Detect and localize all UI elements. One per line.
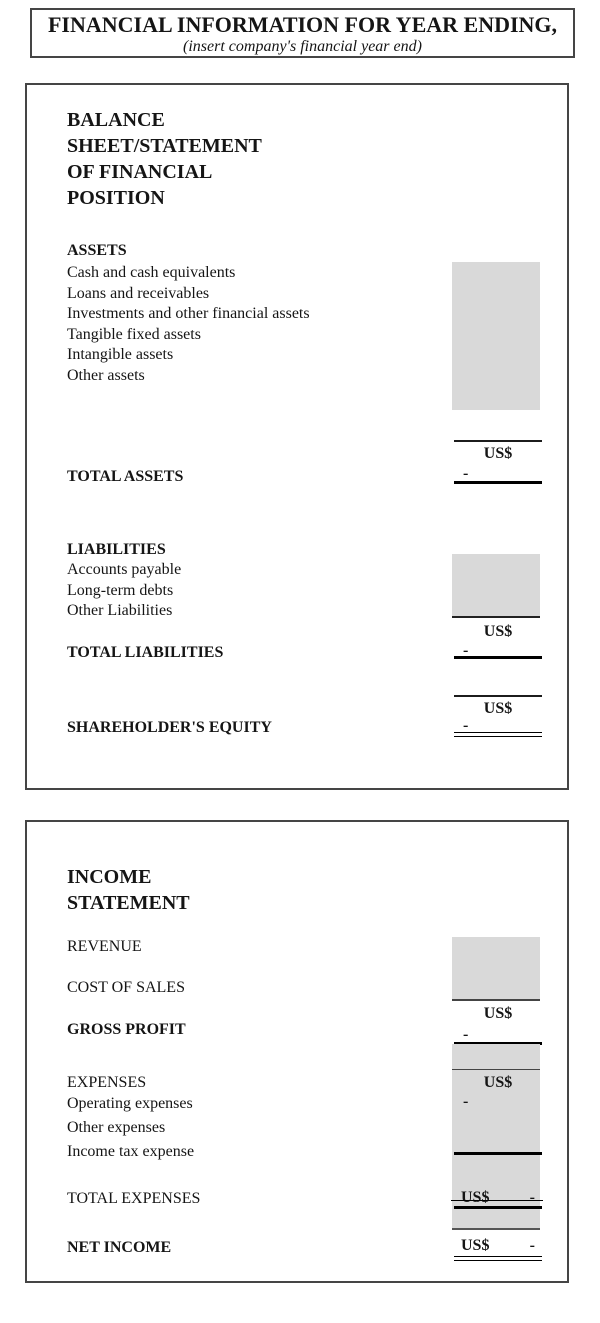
total-expenses-currency-label: US$ — [461, 1189, 490, 1206]
expenses-currency-label: US$ — [483, 1074, 513, 1091]
net-income-currency-label: US$ — [461, 1237, 490, 1254]
net-income-rule — [454, 1256, 542, 1261]
gross-profit-currency-label: US$ — [483, 1005, 513, 1022]
liabilities-item: Long-term debts — [67, 581, 174, 599]
expenses-item: Income tax expense — [67, 1143, 195, 1160]
equity-currency-label: US$ — [483, 700, 513, 717]
liabilities-amounts-field[interactable] — [452, 554, 540, 618]
revenue-amounts-field[interactable] — [452, 937, 540, 1001]
liabilities-currency-label: US$ — [483, 623, 513, 640]
net-income-value: - — [529, 1237, 535, 1254]
income-statement-heading: INCOME STATEMENT — [67, 866, 190, 914]
document-title: FINANCIAL INFORMATION FOR YEAR ENDING, — [47, 12, 558, 37]
expenses-value: - — [463, 1093, 469, 1110]
expenses-heading: EXPENSES — [67, 1074, 147, 1091]
expenses-mid-rule — [454, 1152, 542, 1155]
total-expenses-strike-rule — [451, 1200, 543, 1201]
total-assets-label: TOTAL ASSETS — [67, 468, 184, 485]
equity-top-rule — [454, 695, 542, 697]
assets-item: Other assets — [67, 366, 145, 384]
total-assets-rule — [454, 481, 542, 484]
assets-amounts-field[interactable] — [452, 262, 540, 410]
shareholders-equity-rule — [454, 732, 542, 737]
assets-item: Tangible fixed assets — [67, 325, 201, 343]
total-expenses-value: - — [529, 1189, 535, 1206]
expenses-top-rule — [452, 1069, 540, 1070]
expenses-item: Other expenses — [67, 1119, 166, 1136]
total-expenses-label: TOTAL EXPENSES — [67, 1190, 201, 1207]
assets-heading: ASSETS — [67, 242, 127, 259]
assets-item: Loans and receivables — [67, 284, 210, 302]
gross-profit-label: GROSS PROFIT — [67, 1021, 186, 1038]
total-assets-value: - — [463, 465, 469, 482]
net-income-cell — [454, 1236, 542, 1255]
document-title-box — [30, 8, 575, 58]
balance-sheet-box — [25, 83, 569, 790]
gross-profit-value: - — [463, 1026, 469, 1043]
liabilities-item: Accounts payable — [67, 561, 182, 578]
cost-of-sales-label: COST OF SALES — [67, 979, 185, 996]
assets-item-list — [67, 263, 312, 387]
liabilities-item-list — [67, 560, 312, 622]
liabilities-item: Other Liabilities — [67, 602, 173, 620]
total-liabilities-label: TOTAL LIABILITIES — [67, 644, 224, 661]
assets-item: Intangible assets — [67, 346, 174, 364]
assets-currency-label: US$ — [483, 445, 513, 462]
assets-item: Cash and cash equivalents — [67, 264, 236, 281]
liabilities-heading: LIABILITIES — [67, 541, 166, 558]
shareholders-equity-value: - — [463, 717, 469, 734]
assets-total-top-rule — [454, 440, 542, 442]
income-statement-box — [25, 820, 569, 1283]
total-expenses-rule — [454, 1206, 542, 1209]
expenses-item: Operating expenses — [67, 1095, 193, 1112]
net-income-label: NET INCOME — [67, 1239, 172, 1256]
total-liabilities-value: - — [463, 642, 469, 659]
total-liabilities-rule — [454, 656, 542, 659]
shareholders-equity-label: SHAREHOLDER'S EQUITY — [67, 719, 272, 736]
balance-sheet-heading: BALANCE SHEET/STATEMENT OF FINANCIAL POSITION — [67, 109, 262, 209]
revenue-label: REVENUE — [67, 938, 142, 955]
document-subtitle: (insert company's financial year end) — [183, 38, 422, 55]
total-expenses-cell — [454, 1188, 542, 1207]
assets-item: Investments and other financial assets — [67, 305, 310, 323]
